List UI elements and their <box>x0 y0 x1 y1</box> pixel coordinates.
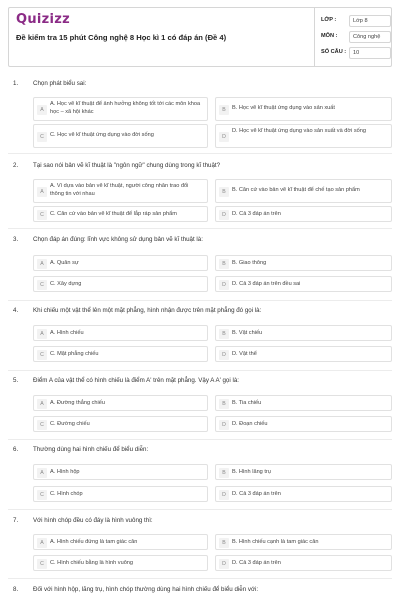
header-divider <box>314 8 315 66</box>
option-text: D. Cả 3 đáp án trên <box>232 491 281 497</box>
question-text: Chọn phát biểu sai: <box>33 80 87 87</box>
divider <box>8 228 392 229</box>
option-a[interactable] <box>33 97 208 121</box>
divider <box>8 439 392 440</box>
option-c[interactable] <box>33 346 208 362</box>
divider <box>8 300 392 301</box>
divider <box>8 578 392 579</box>
option-b[interactable] <box>215 255 392 271</box>
option-text: C. Mặt phẳng chiếu <box>50 351 99 357</box>
option-text: B. Căn cứ vào bản vẽ kĩ thuật để chế tạo sản phẩm <box>232 187 360 193</box>
question-number: 6. <box>13 446 19 453</box>
worksheet-header <box>8 7 392 67</box>
option-letter: A <box>37 329 47 339</box>
option-a[interactable] <box>33 179 208 203</box>
option-text: C. Căn cứ vào bản vẽ kĩ thuật để lắp ráp sản phẩm <box>50 211 177 217</box>
option-letter: B <box>219 538 229 548</box>
option-letter: D <box>219 132 229 142</box>
meta-label: LỚP : <box>321 17 337 23</box>
option-c[interactable] <box>33 206 208 222</box>
option-text: B. Giao thông <box>232 260 267 266</box>
option-text: A. Hình hộp <box>50 469 80 475</box>
option-text: A. Vì dựa vào bản vẽ kĩ thuật, người công nhân trao đổi thông tin với nhau <box>50 183 189 197</box>
option-c[interactable] <box>33 276 208 292</box>
question-number: 4. <box>13 307 19 314</box>
option-text: A. Học vẽ kĩ thuật để ảnh hưởng không tốt tới các môn khoa học – xã hội khác <box>50 101 201 115</box>
option-b[interactable] <box>215 325 392 341</box>
option-text: C. Hình chiếu bằng là hình vuông <box>50 560 134 566</box>
option-a[interactable] <box>33 534 208 550</box>
option-letter: B <box>219 259 229 269</box>
divider <box>8 370 392 371</box>
option-letter: B <box>219 105 229 115</box>
meta-row-class <box>321 15 391 29</box>
option-letter: C <box>37 350 47 360</box>
question-text: Thường dùng hai hình chiếu để biểu diễn: <box>33 446 149 453</box>
worksheet-title: Đề kiểm tra 15 phút Công nghệ 8 Học kì 1 có đáp án (Đề 4) <box>16 33 227 42</box>
option-letter: D <box>219 280 229 290</box>
option-c[interactable] <box>33 555 208 571</box>
option-letter: D <box>219 490 229 500</box>
option-text: B. Hình chiếu cạnh là tam giác cân <box>232 539 319 545</box>
option-b[interactable] <box>215 534 392 550</box>
option-letter: B <box>219 329 229 339</box>
option-b[interactable] <box>215 97 392 121</box>
meta-label: SỐ CÂU : <box>321 49 347 55</box>
meta-value: Lớp 8 <box>349 15 391 27</box>
option-letter: B <box>219 187 229 197</box>
option-letter: C <box>37 559 47 569</box>
option-letter: C <box>37 490 47 500</box>
option-text: B. Vật chiếu <box>232 330 263 336</box>
question-text: Điểm A của vật thể có hình chiếu là điểm A' trên mặt phẳng. Vậy A A' gọi là: <box>33 377 239 384</box>
option-text: D. Cả 3 đáp án trên đều sai <box>232 281 301 287</box>
option-text: A. Hình chiếu <box>50 330 84 336</box>
meta-row-count <box>321 47 391 61</box>
option-letter: A <box>37 187 47 197</box>
option-letter: A <box>37 468 47 478</box>
option-a[interactable] <box>33 325 208 341</box>
question-number: 1. <box>13 80 19 87</box>
option-text: D. Cả 3 đáp án trên <box>232 211 281 217</box>
option-text: B. Tia chiếu <box>232 400 262 406</box>
option-text: C. Hình chóp <box>50 491 83 497</box>
question-text: Chọn đáp án đúng: lĩnh vực không sử dụng bản vẽ kĩ thuật là: <box>33 236 203 243</box>
option-text: A. Quân sự <box>50 260 79 266</box>
option-letter: B <box>219 399 229 409</box>
question-number: 2. <box>13 162 19 169</box>
option-c[interactable] <box>33 124 208 148</box>
option-c[interactable] <box>33 416 208 432</box>
option-d[interactable] <box>215 124 392 148</box>
option-text: B. Hình lăng trụ <box>232 469 271 475</box>
question-text: Với hình chóp đều có đáy là hình vuông thì: <box>33 517 153 524</box>
option-b[interactable] <box>215 464 392 480</box>
option-b[interactable] <box>215 395 392 411</box>
option-letter: C <box>37 280 47 290</box>
option-letter: A <box>37 399 47 409</box>
option-text: D. Vật thể <box>232 351 257 357</box>
option-text: A. Đường thẳng chiếu <box>50 400 105 406</box>
option-d[interactable] <box>215 555 392 571</box>
option-letter: D <box>219 559 229 569</box>
option-text: A. Hình chiếu đứng là tam giác cân <box>50 539 138 545</box>
meta-label: MÔN : <box>321 33 338 39</box>
option-letter: B <box>219 468 229 478</box>
meta-value: 10 <box>349 47 391 59</box>
question-number: 5. <box>13 377 19 384</box>
option-d[interactable] <box>215 276 392 292</box>
meta-value: Công nghệ <box>349 31 391 43</box>
question-text: Khi chiếu một vật thể lên một mặt phẳng, hình nhận được trên mặt phẳng đó gọi là: <box>33 307 262 314</box>
option-text: D. Học vẽ kĩ thuật ứng dụng vào sản xuất và đời sống <box>232 128 366 134</box>
question-text: Tại sao nói bản vẽ kĩ thuật là "ngôn ngữ" chung dùng trong kĩ thuật? <box>33 162 221 169</box>
option-text: C. Đường chiếu <box>50 421 90 427</box>
meta-row-subject <box>321 31 391 45</box>
question-text: Đối với hình hộp, lăng trụ, hình chóp thường dùng hai hình chiếu để biểu diễn với: <box>33 586 259 593</box>
option-letter: A <box>37 538 47 548</box>
option-d[interactable] <box>215 486 392 502</box>
divider <box>8 509 392 510</box>
option-letter: C <box>37 210 47 220</box>
option-text: D. Đoạn chiếu <box>232 421 268 427</box>
option-d[interactable] <box>215 346 392 362</box>
option-text: D. Cả 3 đáp án trên <box>232 560 281 566</box>
option-text: C. Xây dựng <box>50 281 82 287</box>
option-letter: A <box>37 105 47 115</box>
option-a[interactable] <box>33 255 208 271</box>
option-letter: C <box>37 132 47 142</box>
divider <box>8 153 392 154</box>
question-number: 8. <box>13 586 19 593</box>
quizizz-logo: Quizizz <box>16 12 71 27</box>
option-a[interactable] <box>33 395 208 411</box>
option-letter: C <box>37 420 47 430</box>
option-d[interactable] <box>215 416 392 432</box>
option-letter: D <box>219 420 229 430</box>
option-d[interactable] <box>215 206 392 222</box>
question-number: 7. <box>13 517 19 524</box>
option-letter: A <box>37 259 47 269</box>
question-number: 3. <box>13 236 19 243</box>
option-text: B. Học vẽ kĩ thuật ứng dụng vào sản xuất <box>232 105 335 111</box>
option-b[interactable] <box>215 179 392 203</box>
option-a[interactable] <box>33 464 208 480</box>
option-c[interactable] <box>33 486 208 502</box>
option-letter: D <box>219 210 229 220</box>
option-text: C. Học vẽ kĩ thuật ứng dụng vào đời sống <box>50 132 154 138</box>
option-letter: D <box>219 350 229 360</box>
